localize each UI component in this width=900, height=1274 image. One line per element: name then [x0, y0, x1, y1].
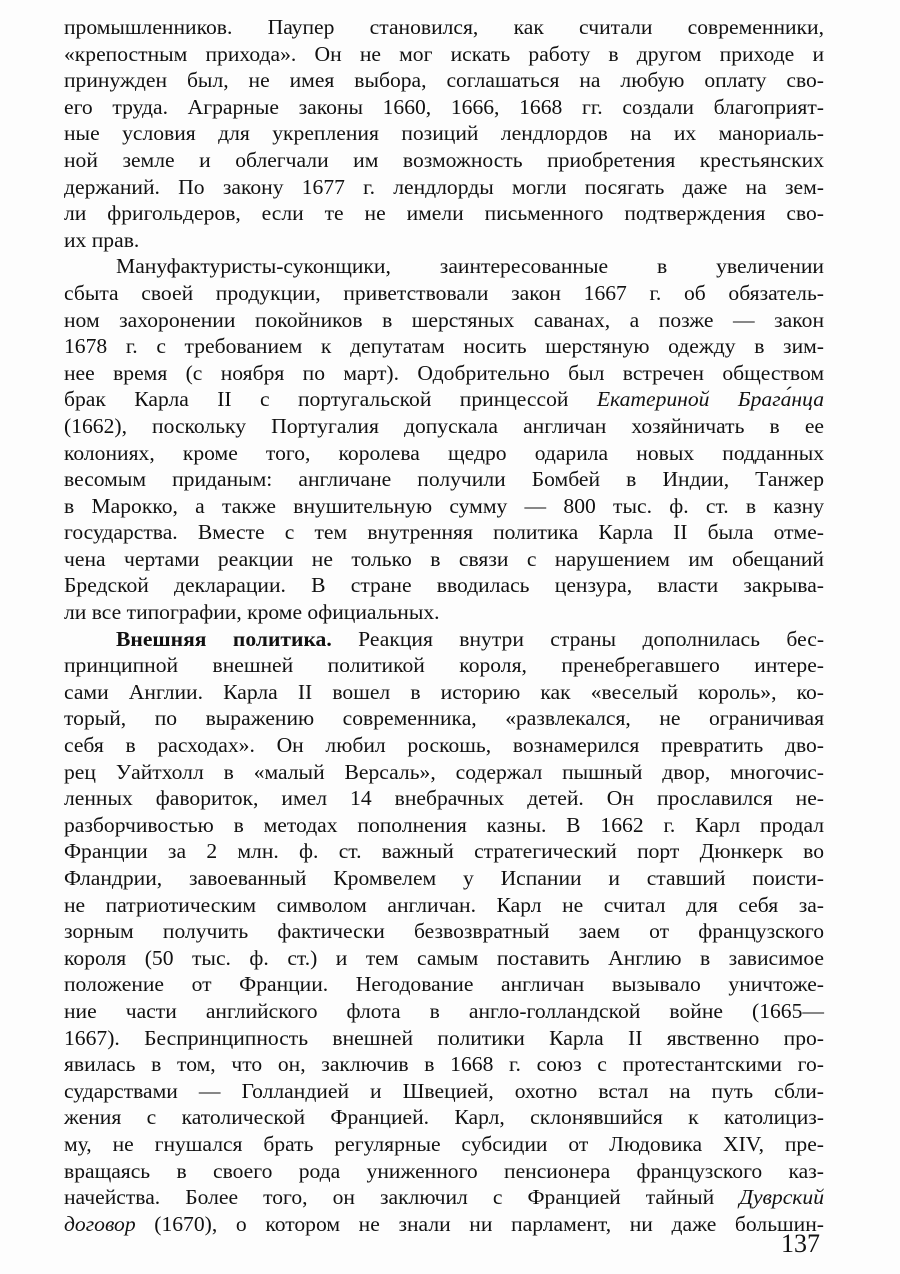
text-line: их прав. [64, 227, 140, 252]
text-line: колониях, кроме того, королева щедро одарила новых подданных [64, 440, 824, 465]
text-line: не патриотическим символом англичан. Карл не считал для себя за- [64, 892, 824, 917]
italic-dover-treaty-1: Дуврский [739, 1185, 824, 1210]
text-line: ленных фавориток, имел 14 внебрачных детей. Он прославился не- [64, 786, 824, 811]
text-line: жения с католической Францией. Карл, склонявшийся к католициз- [64, 1105, 824, 1130]
text-line-with-italic [64, 386, 824, 413]
paragraph-start-line: Мануфактуристы-суконщики, заинтересованные в увеличении [116, 254, 824, 279]
text-line: сударствами — Голландией и Швецией, охотно встал на путь сбли- [64, 1078, 824, 1103]
text-line: Фландрии, завоеванный Кромвелем у Испании и ставший поисти- [64, 866, 824, 890]
text-line: явилась в том, что он, заключив в 1668 г. союз с протестантскими го- [64, 1052, 824, 1077]
paragraph-start-line [64, 626, 824, 653]
text-line: ной земле и облегчали им возможность приобретения крестьянских [64, 147, 824, 172]
italic-dover-treaty-2: договор [64, 1211, 136, 1236]
body-text [64, 14, 824, 1237]
text-line: Франции за 2 млн. ф. ст. важный стратегический порт Дюнкерк во [64, 839, 824, 864]
text-line: государства. Вместе с тем внутренняя политика Карла II была отме- [64, 520, 824, 545]
text-line: его труда. Аграрные законы 1660, 1666, 1668 гг. создали благоприят- [64, 94, 824, 119]
text-line: разборчивостью в методах пополнения казны. В 1662 г. Карл продал [64, 812, 824, 837]
text-line: Бредской декларации. В стране вводилась цензура, власти закрыва- [64, 573, 824, 598]
text-line: торый, по выражению современника, «развлекался, не ограничивая [64, 706, 824, 731]
text-line: ли фригольдеров, если те не имели письменного подтверждения сво- [64, 201, 824, 226]
text-line: ном захоронении покойников в шерстяных саванах, а позже — закон [64, 307, 824, 332]
text-line: держаний. По закону 1677 г. лендлорды могли посягать даже на зем- [64, 174, 824, 199]
text-line: принужден был, не имея выбора, соглашаться на любую оплату сво- [64, 68, 824, 93]
text-line: себя в расходах». Он любил роскошь, вознамерился превратить дво- [64, 733, 824, 758]
text-line: вращаясь в своего рода униженного пенсионера французского каз- [64, 1158, 824, 1183]
page-number: 137 [781, 1229, 820, 1258]
text-line-with-italic [64, 1211, 824, 1238]
text-line: 1678 г. с требованием к депутатам носить шерстяную одежду в зим- [64, 334, 824, 359]
italic-name-ekaterina: Екатериной Брага́нца [596, 387, 824, 412]
text-line: му, не гнушался брать регулярные субсидии от Людовика XIV, пре- [64, 1131, 824, 1156]
text-line: ние части английского флота в англо-голландской войне (1665— [64, 998, 824, 1023]
text-line: рец Уайтхолл в «малый Версаль», содержал пышный двор, многочис- [64, 759, 824, 784]
text-line: чена чертами реакции не только в связи с нарушением им обещаний [64, 546, 824, 571]
text-segment: (1670), о котором не знали ни парламент, ни даже большин- [135, 1211, 824, 1236]
section-heading: Внешняя политика. [116, 626, 332, 651]
text-segment: начейства. Более того, он заключил с Францией тайный [64, 1185, 740, 1210]
text-line-with-italic [64, 1184, 824, 1211]
text-line: весомым приданым: англичане получили Бомбей в Индии, Танжер [64, 467, 824, 492]
text-line: положение от Франции. Негодование англичан вызывало уничтоже- [64, 972, 824, 997]
text-line: «крепостным прихода». Он не мог искать работу в другом приходе и [64, 41, 824, 66]
text-line: сбыта своей продукции, приветствовали закон 1667 г. об обязатель- [64, 280, 824, 305]
text-line: зорным получить фактически безвозвратный заем от французского [64, 919, 824, 944]
text-line: (1662), поскольку Португалия допускала англичан хозяйничать в ее [64, 413, 824, 438]
text-line: промышленников. Паупер становился, как считали современники, [64, 15, 824, 39]
text-line: короля (50 тыс. ф. ст.) и тем самым поставить Англию в зависимое [64, 945, 824, 970]
text-line: в Марокко, а также внушительную сумму — 800 тыс. ф. ст. в казну [64, 493, 824, 518]
text-line: принципной внешней политикой короля, пренебрегавшего интере- [64, 653, 824, 678]
text-segment: Реакция внутри страны дополнилась бес- [331, 626, 825, 651]
text-line: сами Англии. Карла II вошел в историю как «веселый король», ко- [64, 679, 824, 704]
text-line: 1667). Беспринципность внешней политики Карла II явственно про- [64, 1025, 824, 1050]
text-line: ли все типографии, кроме официальных. [64, 600, 440, 625]
text-segment: брак Карла II с португальской принцессой [64, 387, 597, 412]
text-line: ные условия для укрепления позиций лендлордов на их манориаль- [64, 121, 824, 146]
text-line: нее время (с ноября по март). Одобрительно был встречен обществом [64, 360, 824, 385]
